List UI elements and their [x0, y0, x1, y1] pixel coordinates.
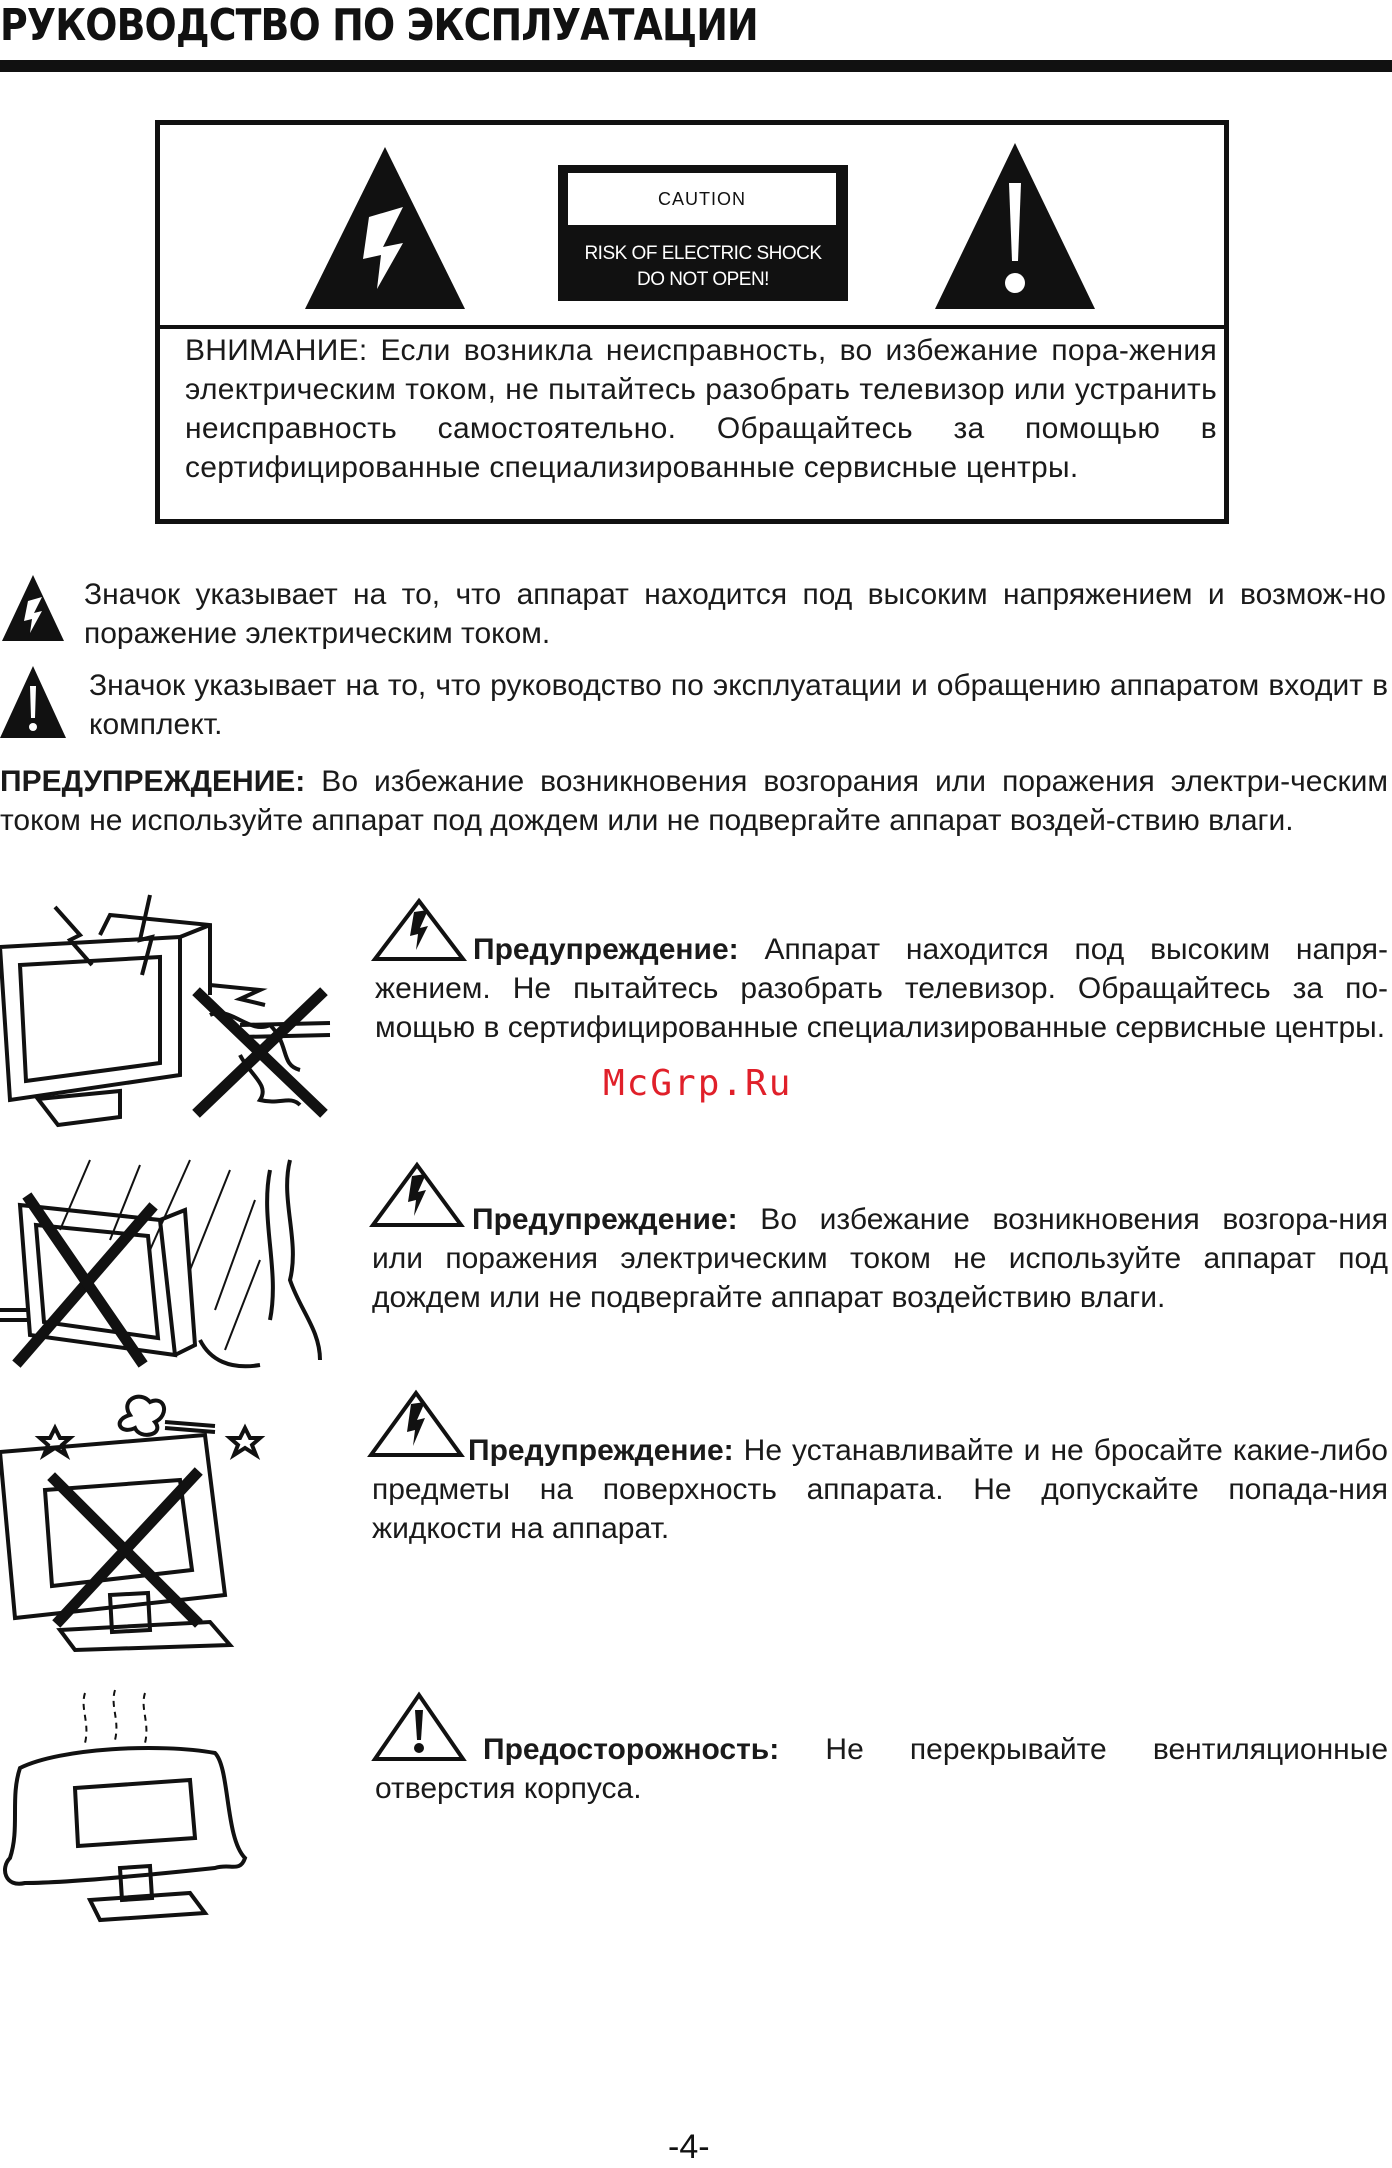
title-rule [0, 60, 1392, 72]
attention-text: ВНИМАНИЕ: Если возникла неисправность, во избежание пора-жения электрическим током, не пытайтесь разобрать телевизор или устранить неисправность самостоятельно. Обращайтесь за помощью в сертифицированные специализированные сервисные центры. [185, 334, 1217, 484]
item-label: Предупреждение: [473, 933, 739, 966]
item-text: Не перекрывайте вентиляционные отверстия корпуса. [375, 1733, 1388, 1805]
caution-box-divider [160, 325, 1224, 329]
caution-label: CAUTION [568, 173, 836, 225]
caution-do-not-open-line: DO NOT OPEN! [637, 269, 769, 290]
caution-risk-line: RISK OF ELECTRIC SHOCK [584, 243, 822, 264]
item-caution-ventilation [375, 1730, 1388, 1808]
item-text: Аппарат находится под высоким напря-жением. Не пытайтесь разобрать телевизор. Обращайтесь за по-мощью в сертифицированные специализированные сервисные центры. [375, 933, 1388, 1044]
tv-rain-illustration [0, 1160, 330, 1380]
item-label: Предосторожность: [483, 1733, 780, 1766]
item-text: Во избежание возникновения возгора-ния или поражения электрическим током не используйте аппарат под дождем или не подвергайте аппарат воздействию влаги. [372, 1203, 1388, 1314]
item-text: Не устанавливайте и не бросайте какие-либо предметы на поверхность аппарата. Не допускайте попада-ния жидкости на аппарат. [372, 1434, 1388, 1545]
symbol-exclamation-text: Значок указывает на то, что руководство по эксплуатации и обращению аппаратом входит в комплект. [89, 669, 1388, 741]
tv-ventilation-illustration [0, 1688, 260, 1928]
item-warning-objects [372, 1431, 1388, 1548]
item-label: Предупреждение: [468, 1434, 734, 1467]
tv-disassembly-illustration [0, 895, 340, 1125]
caution-plate [558, 165, 848, 301]
lightning-triangle-icon [305, 147, 465, 309]
item-warning-high-voltage [375, 930, 1388, 1047]
general-warning-text: Во избежание возникновения возгорания или поражения электри-ческим током не используйте аппарат под дождем или не подвергайте аппарат воздей-ствию влаги. [0, 765, 1388, 837]
item-label: Предупреждение: [472, 1203, 738, 1236]
exclamation-triangle-icon [0, 666, 66, 738]
symbol-lightning-text: Значок указывает на то, что аппарат находится под высоким напряжением и возмож-но поражение электрическим током. [84, 578, 1386, 650]
lightning-triangle-icon [2, 575, 64, 641]
item-warning-rain [372, 1200, 1388, 1317]
caution-box [155, 120, 1229, 524]
page-number: -4- [668, 2128, 710, 2166]
exclamation-triangle-icon [935, 143, 1095, 309]
tv-objects-illustration [0, 1390, 280, 1645]
general-warning [0, 762, 1388, 840]
watermark-text: McGrp.Ru [603, 1063, 793, 1104]
general-warning-label: ПРЕДУПРЕЖДЕНИЕ: [0, 765, 306, 798]
page-title: РУКОВОДСТВО ПО ЭКСПЛУАТАЦИИ [0, 0, 758, 51]
